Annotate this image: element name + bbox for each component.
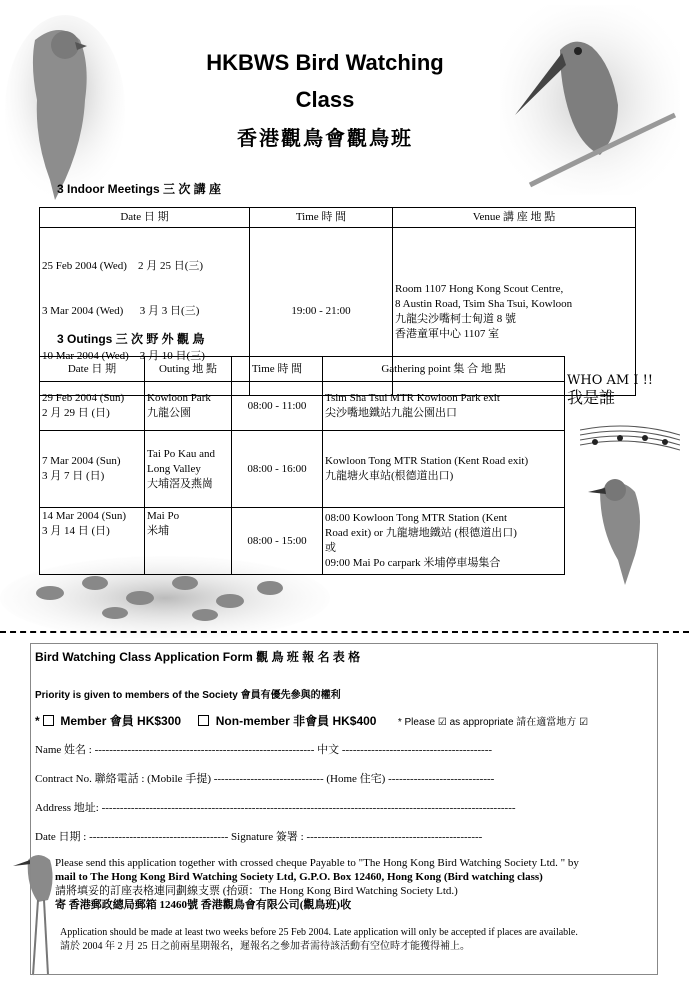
- indoor-header-date: Date 日 期: [40, 208, 250, 228]
- venue-line-2: 8 Austin Road, Tsim Sha Tsui, Kowloon: [395, 297, 573, 310]
- chinese-title: 香港觀鳥會觀鳥班: [237, 126, 413, 150]
- page-title: [150, 44, 500, 118]
- outings-heading: 3 Outings 三 次 野 外 觀 鳥: [57, 332, 205, 346]
- outing-gather: [323, 508, 565, 575]
- outing-place-zh: 九龍公園: [147, 407, 191, 419]
- outing-time: 08:00 - 16:00: [232, 431, 323, 508]
- gather-line: 尖沙嘴地鐵站九龍公園出口: [325, 407, 457, 419]
- gather-line: 08:00 Kowloon Tong MTR Station (Kent: [325, 512, 508, 524]
- form-title: Bird Watching Class Application Form 觀 鳥 班 報 名 表 格: [35, 650, 361, 664]
- gather-line: 09:00 Mai Po carpark 米埔停車場集合: [325, 557, 501, 569]
- indoor-header-time: Time 時 間: [250, 208, 393, 228]
- late-application-note: [60, 926, 655, 954]
- address-field[interactable]: Address 地址: -----------------------------------------------------------------------------------------------------------------: [35, 802, 516, 814]
- send-line-3: 請將填妥的訂座表格連同劃線支票 (抬頭：The Hong Kong Bird Watching Society Ltd.): [55, 885, 458, 897]
- outings-header-place: Outing 地 點: [145, 357, 232, 382]
- nonmember-option-label: Non-member 非會員 HK$400: [215, 714, 377, 728]
- outing-date-zh: 2 月 29 日 (日): [42, 407, 110, 419]
- indoor-date-2: 3 Mar 2004 (Wed) 3 月 3 日(三): [42, 305, 200, 317]
- gather-line: 九龍塘火車站(根德道出口): [325, 470, 454, 482]
- gather-line: 或: [325, 542, 336, 554]
- name-field[interactable]: Name 姓名 : ------------------------------------------------------------ 中文 -----------------------------------------: [35, 744, 493, 756]
- send-instructions: [55, 856, 650, 912]
- gather-line: Kowloon Tong MTR Station (Kent Road exit): [325, 455, 529, 467]
- outing-time: 08:00 - 11:00: [232, 382, 323, 431]
- date-signature-field[interactable]: Date 日期 : -------------------------------------- Signature 簽署 : ------------------------------------------------: [35, 831, 483, 843]
- venue-line-4: 香港童軍中心 1107 室: [395, 327, 500, 340]
- gather-line: Tsim Sha Tsui MTR Kowloon Park exit: [325, 392, 500, 404]
- star-mark: *: [35, 714, 40, 728]
- outing-date: [40, 382, 145, 431]
- tick-note: * Please ☑ as appropriate 請在適當地方 ☑: [397, 717, 589, 728]
- outing-place: [145, 508, 232, 575]
- member-option-label: Member 會員 HK$300: [60, 714, 182, 728]
- indoor-heading: 3 Indoor Meetings 三 次 講 座: [57, 182, 222, 196]
- outings-header-time: Time 時 間: [232, 357, 323, 382]
- nonmember-checkbox[interactable]: [198, 715, 209, 726]
- outing-place-en: Kowloon Park: [147, 392, 211, 404]
- venue-line-3: 九龍尖沙嘴柯士甸道 8 號: [395, 312, 516, 325]
- venue-line-1: Room 1107 Hong Kong Scout Centre,: [395, 282, 564, 295]
- send-line-4: 寄 香港郵政總局郵箱 12460號 香港觀鳥會有限公司(觀鳥班)收: [55, 899, 352, 911]
- priority-note: Priority is given to members of the Society 會員有優先參與的權利: [35, 690, 341, 701]
- outing-date-zh: 3 月 7 日 (日): [42, 470, 105, 482]
- outing-date: [40, 431, 145, 508]
- title-line2: Class: [295, 87, 355, 112]
- gather-line: Road exit) or 九龍塘地鐵站 (根德道出口): [325, 527, 517, 539]
- outings-header-date: Date 日 期: [40, 357, 145, 382]
- indoor-time: 19:00 - 21:00: [250, 228, 393, 396]
- send-line-1: Please send this application together with crossed cheque Payable to "The Hong Kong Bird Watching Society Ltd. " by: [55, 857, 579, 869]
- outing-place-zh: 米埔: [147, 525, 169, 537]
- cut-line: [0, 631, 689, 633]
- outings-table: [39, 356, 565, 575]
- table-row: [40, 508, 565, 575]
- indoor-date-1: 25 Feb 2004 (Wed) 2 月 25 日(三): [42, 260, 204, 272]
- outing-time: 08:00 - 15:00: [232, 508, 323, 575]
- late-line-1: Application should be made at least two weeks before 25 Feb 2004. Late application will only be accepted if places are available.: [60, 927, 578, 938]
- outing-place-en: Tai Po Kau and: [147, 447, 215, 460]
- indoor-date-3: 10 Mar 2004 (Wed) 3 月 10 日(三): [42, 350, 205, 362]
- outing-place: [145, 431, 232, 508]
- outings-header-gather: Gathering point 集 合 地 點: [323, 357, 565, 382]
- outing-date-zh: 3 月 14 日 (日): [42, 525, 110, 537]
- perched-bird-image: [570, 460, 680, 590]
- contact-field[interactable]: Contract No. 聯絡電話 : (Mobile 手提) ------------------------------ (Home 住宅) -----------------------------: [35, 773, 495, 785]
- indoor-header-venue: Venue 講 座 地 點: [393, 208, 636, 228]
- send-line-2: mail to The Hong Kong Bird Watching Society Ltd, G.P.O. Box 12460, Hong Kong (Bird watching class): [55, 871, 543, 883]
- outing-place-zh: 大埔滘及燕崗: [147, 477, 213, 490]
- outing-date-en: 7 Mar 2004 (Sun): [42, 455, 121, 467]
- outing-place-en: Mai Po: [147, 510, 180, 522]
- music-notes-icon: [580, 420, 680, 460]
- outing-date-en: 14 Mar 2004 (Sun): [42, 510, 127, 522]
- fee-options: [35, 712, 588, 729]
- table-row: [40, 431, 565, 508]
- outing-gather: [323, 382, 565, 431]
- kingfisher-image: [500, 5, 680, 195]
- member-checkbox[interactable]: [43, 715, 54, 726]
- outing-date: [40, 508, 145, 575]
- outing-date-en: 29 Feb 2004 (Sun): [42, 392, 125, 404]
- outing-place: [145, 382, 232, 431]
- badge-line1: WHO AM I !!: [567, 373, 654, 388]
- title-line1: HKBWS Bird Watching: [206, 50, 444, 75]
- outing-place-en: Long Valley: [147, 462, 201, 475]
- hawk-image: [5, 10, 125, 205]
- table-row: [40, 382, 565, 431]
- late-line-2: 請於 2004 年 2 月 25 日之前兩星期報名，遲報名之參加者需待該活動有空位時才能獲得補上。: [60, 941, 470, 952]
- outing-gather: [323, 431, 565, 508]
- badge-line2: 我是誰: [567, 388, 616, 407]
